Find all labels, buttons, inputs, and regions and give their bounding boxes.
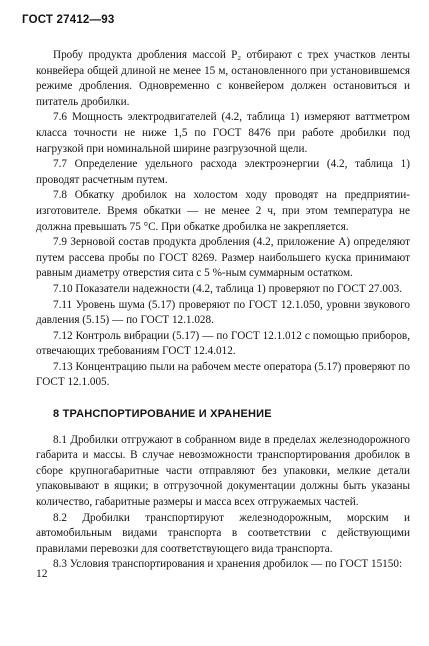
paragraph-7-9: 7.9 Зерновой состав продукта дробления (4.2, приложение А) определяют путем рассева пробы по ГОСТ 8269. Размер наибольшего куска принимают равным диаметру отверстия сита с 5 %-ным суммарным остатком. xyxy=(36,236,410,280)
paragraph-8-2: 8.2 Дробилки транспортируют железнодорожным, морским и автомобильным видами транспорта в соответствии с действующими правилами перевозки для соответствующего вида транспорта. xyxy=(36,511,410,555)
paragraph-7-13: 7.13 Концентрацию пыли на рабочем месте оператора (5.17) проверяют по ГОСТ 12.1.005. xyxy=(36,360,410,389)
document-header: ГОСТ 27412—93 xyxy=(22,14,115,26)
document-body xyxy=(36,48,410,573)
paragraph-7-11: 7.11 Уровень шума (5.17) проверяют по ГОСТ 12.1.050, уровни звукового давления (5.15) — по ГОСТ 12.1.028. xyxy=(36,298,410,327)
paragraph-7-6: 7.6 Мощность электродвигателей (4.2, таблица 1) измеряют ваттметром класса точности не ниже 1,5 по ГОСТ 8476 при работе дробилки под нагрузкой при номинальной ширине разгрузочной щели. xyxy=(36,111,410,155)
paragraph-sampling: Пробу продукта дробления массой P₂ отбирают с трех участков ленты конвейера общей длиной не менее 15 м, остановленного при установившемся режиме дробления. Одновременно с конвейером должен остановиться и питатель дробилки. xyxy=(36,49,410,108)
paragraph-8-1: 8.1 Дробилки отгружают в собранном виде в пределах железнодорожного габарита и массы. В случае невозможности транспортирования дробилок в сборе крупногабаритные части отправляют без упаковки, мелкие детали упаковывают в ящики; в отгрузочной документации должны быть указаны количество, габаритные размеры и масса всех отгружаемых частей. xyxy=(36,433,410,509)
paragraph-8-3: 8.3 Условия транспортирования и хранения дробилок — по ГОСТ 15150: xyxy=(53,558,403,571)
paragraph-7-12: 7.12 Контроль вибрации (5.17) — по ГОСТ 12.1.012 с помощью приборов, отвечающих требованиям ГОСТ 12.4.012. xyxy=(36,329,410,358)
section-heading: 8 ТРАНСПОРТИРОВАНИЕ И ХРАНЕНИЕ xyxy=(53,408,272,421)
paragraph-7-8: 7.8 Обкатку дробилок на холостом ходу проводят на предприятии-изготовителе. Время обкатки — не менее 2 ч, при этом температура не должна превышать 75 °С. При обкатке дробилка не закрепляется. xyxy=(36,189,410,233)
paragraph-7-10: 7.10 Показатели надежности (4.2, таблица 1) проверяют по ГОСТ 27.003. xyxy=(53,282,403,295)
paragraph-7-7: 7.7 Определение удельного расхода электроэнергии (4.2, таблица 1) проводят расчетным путем. xyxy=(36,158,410,186)
page-number: 12 xyxy=(36,568,48,580)
